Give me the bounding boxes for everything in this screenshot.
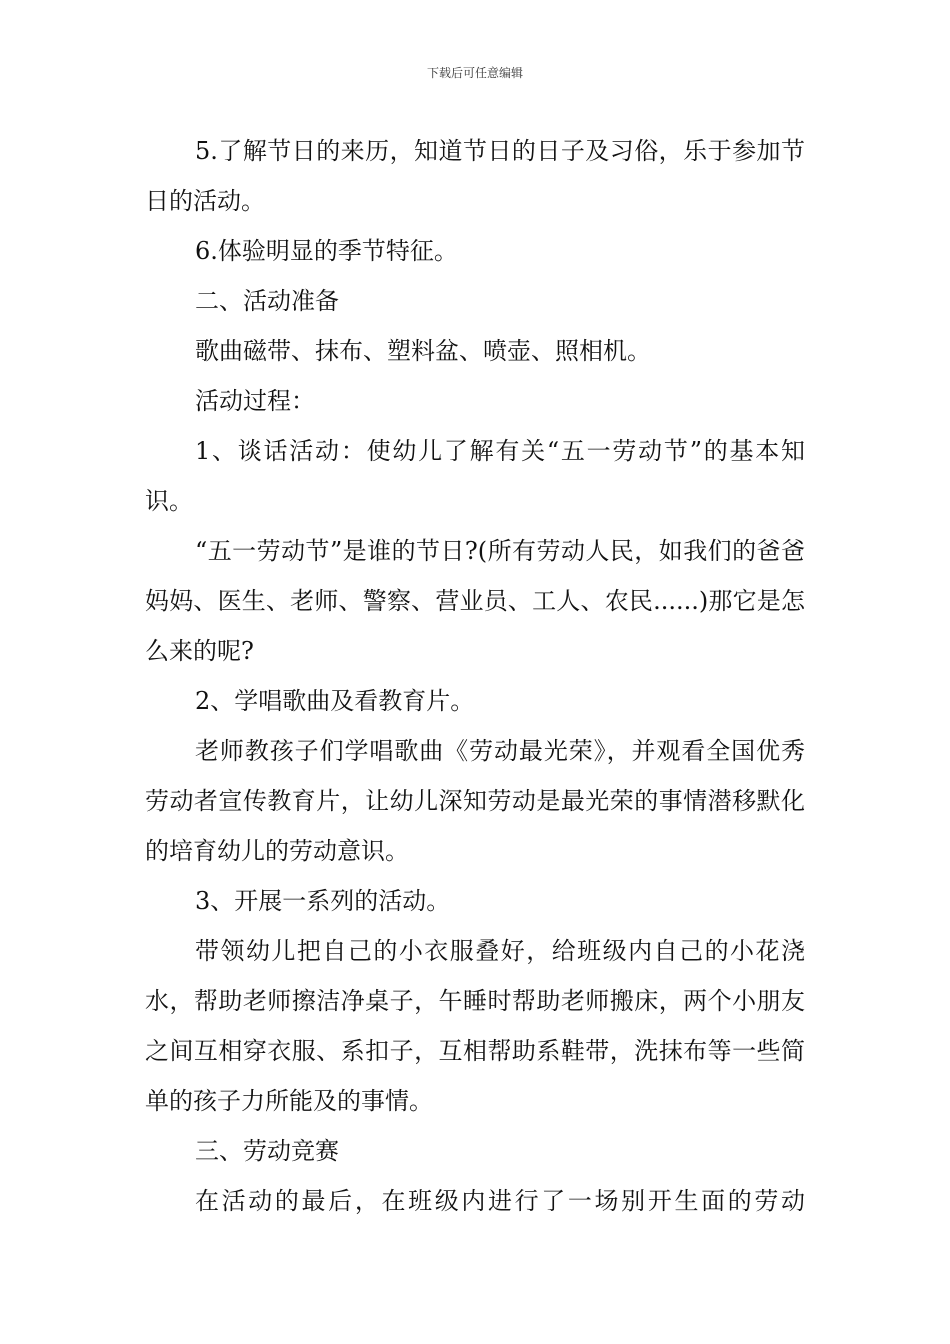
paragraph-objective-6: 6.体验明显的季节特征。 xyxy=(195,237,458,265)
paragraph-step-3-detail: 带领幼儿把自己的小衣服叠好，给班级内自己的小花浇水，帮助老师擦洁净桌子，午睡时帮助老师搬床，两个小朋友之间互相穿衣服、系扣子，互相帮助系鞋带，洗抹布等一些简单的孩子力所能及的事情。 xyxy=(145,937,805,1115)
paragraph-step-1: 1、谈话活动：使幼儿了解有关“五一劳动节”的基本知识。 xyxy=(145,437,805,515)
paragraph-step-2-detail: 老师教孩子们学唱歌曲《劳动最光荣》，并观看全国优秀劳动者宣传教育片，让幼儿深知劳动是最光荣的事情潜移默化的培育幼儿的劳动意识。 xyxy=(145,737,805,865)
paragraph-objective-5: 5.了解节日的来历，知道节日的日子及习俗，乐于参加节日的活动。 xyxy=(145,137,805,215)
section-heading-preparation: 二、活动准备 xyxy=(195,287,339,315)
paragraph-step-3: 3、开展一系列的活动。 xyxy=(195,887,451,915)
paragraph-materials: 歌曲磁带、抹布、塑料盆、喷壶、照相机。 xyxy=(195,337,651,365)
paragraph-step-1-detail: “五一劳动节”是谁的节日?(所有劳动人民，如我们的爸爸妈妈、医生、老师、警察、营业员、工人、农民......)那它是怎么来的呢? xyxy=(145,537,805,665)
document-body xyxy=(145,126,805,1226)
paragraph-process-label: 活动过程： xyxy=(195,387,315,415)
paragraph-competition: 在活动的最后，在班级内进行了一场别开生面的劳动 xyxy=(195,1187,805,1215)
section-heading-competition: 三、劳动竞赛 xyxy=(195,1137,339,1165)
page-header: 下载后可任意编辑 xyxy=(426,66,523,80)
paragraph-step-2: 2、学唱歌曲及看教育片。 xyxy=(195,687,475,715)
